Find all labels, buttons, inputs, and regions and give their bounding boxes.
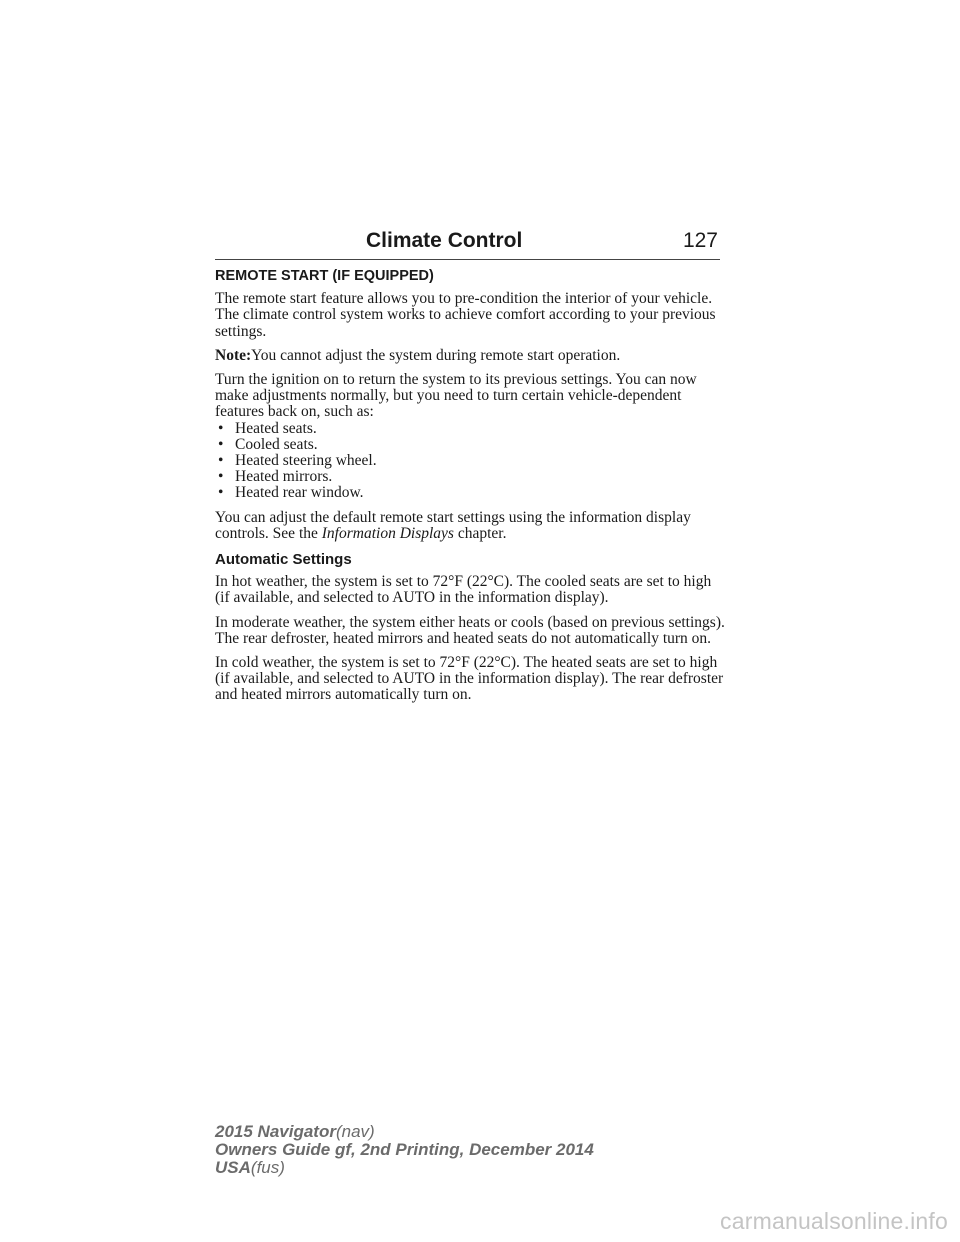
list-item [215,453,725,469]
list-item [215,469,725,485]
cold-weather-paragraph: In cold weather, the system is set to 72°F (22°C). The heated seats are set to high (if available, and selected to AUTO in the information display). The rear defroster and heated mirrors automatically turn on. [215,654,724,704]
bullet-icon: • [218,484,224,502]
list-item-text: Cooled seats. [235,435,318,453]
adjust-text-end: chapter. [457,524,507,542]
hot-weather-paragraph: In hot weather, the system is set to 72°F (22°C). The cooled seats are set to high (if available, and selected to AUTO in the information display). [215,573,712,607]
list-item [215,421,725,437]
adjust-text: You can adjust the default remote start settings using the information display controls. See the [215,508,691,542]
footer-line-printing [215,1141,594,1159]
page-header-title: Climate Control [366,229,523,252]
footer-model: 2015 Navigator [215,1122,336,1141]
intro-paragraph: The remote start feature allows you to pre-condition the interior of your vehicle. The climate control system works to achieve comfort according to your previous settings. [215,290,716,340]
list-item-text: Heated seats. [235,419,317,437]
list-item-text: Heated rear window. [235,484,364,502]
bullet-icon: • [218,452,224,470]
document-footer [215,1123,594,1177]
bullet-icon: • [218,419,224,437]
footer-region: USA [215,1158,251,1177]
note-paragraph [215,348,725,364]
adjust-paragraph [215,510,725,542]
footer-line-model [215,1123,594,1141]
page-content [215,268,725,712]
footer-region-code: (fus) [250,1158,285,1177]
section-heading: REMOTE START (IF EQUIPPED) [215,268,434,284]
list-item-text: Heated steering wheel. [235,452,377,470]
list-item [215,437,725,453]
bullet-icon: • [218,435,224,453]
note-text: You cannot adjust the system during remote start operation. [251,346,621,364]
footer-printing: Owners Guide gf, 2nd Printing, December 2014 [215,1140,594,1159]
footer-model-code: (nav) [335,1122,375,1141]
page-number: 127 [682,229,718,252]
subsection-heading: Automatic Settings [215,551,352,569]
note-label: Note: [215,346,252,364]
footer-line-region [215,1159,594,1177]
feature-list [215,421,725,502]
site-watermark: carmanualsonline.info [720,1208,948,1234]
chapter-reference-link[interactable]: Information Displays [321,524,454,542]
bullet-icon: • [218,468,224,486]
moderate-weather-paragraph: In moderate weather, the system either heats or cools (based on previous settings). The rear defroster, heated mirrors and heated seats do not automatically turn on. [215,613,725,647]
ignition-paragraph: Turn the ignition on to return the system to its previous settings. You can now make adjustments normally, but you need to turn certain vehicle-dependent features back on, such as: [215,371,697,421]
list-item [215,485,725,501]
header-divider [215,259,720,260]
list-item-text: Heated mirrors. [235,468,333,486]
